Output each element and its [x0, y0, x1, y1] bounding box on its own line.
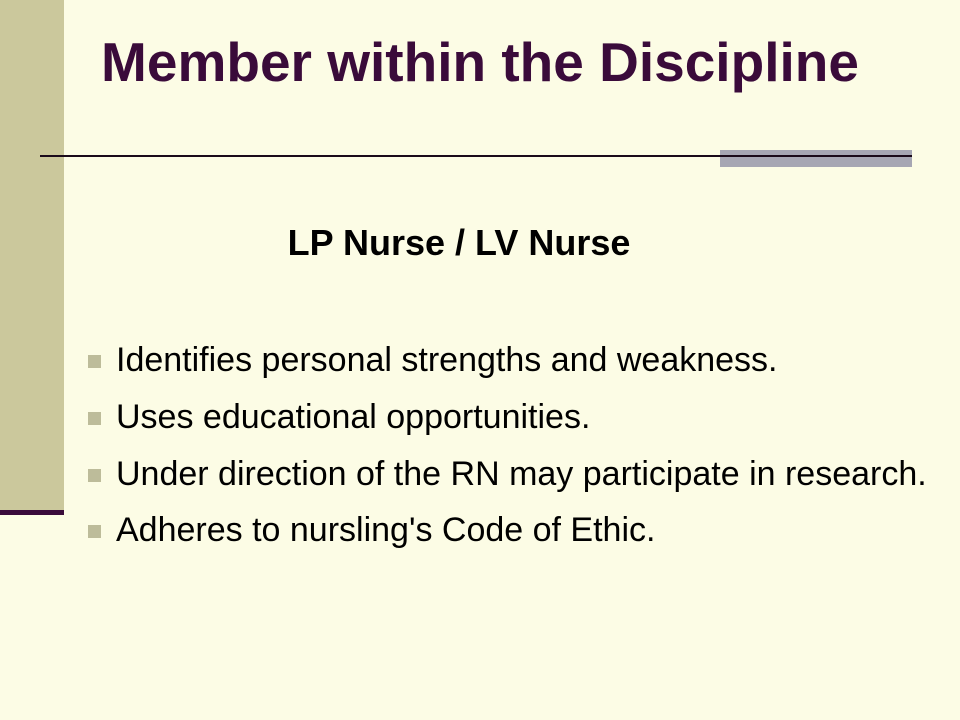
bullet-item: [88, 340, 928, 381]
square-bullet-icon: [88, 412, 101, 425]
bullet-text: Under direction of the RN may participate in research.: [116, 454, 927, 493]
title-divider-accent-line: [720, 155, 912, 157]
bullet-text: Adheres to nursling's Code of Ethic.: [116, 511, 656, 550]
title-divider-accent: [720, 150, 912, 167]
bullet-text: Identifies personal strengths and weakness.: [116, 341, 778, 379]
slide-title: Member within the Discipline: [101, 31, 859, 93]
square-bullet-icon: [88, 469, 101, 482]
square-bullet-icon: [88, 525, 101, 538]
bullet-item: [88, 454, 928, 495]
bullet-item: [88, 510, 928, 551]
left-accent-bar-underline: [0, 510, 64, 515]
bullet-text: Uses educational opportunities.: [116, 397, 591, 436]
slide-subheading: LP Nurse / LV Nurse: [287, 222, 631, 263]
square-bullet-icon: [88, 355, 101, 368]
bullet-item: [88, 397, 928, 438]
bullet-list: [88, 340, 928, 567]
